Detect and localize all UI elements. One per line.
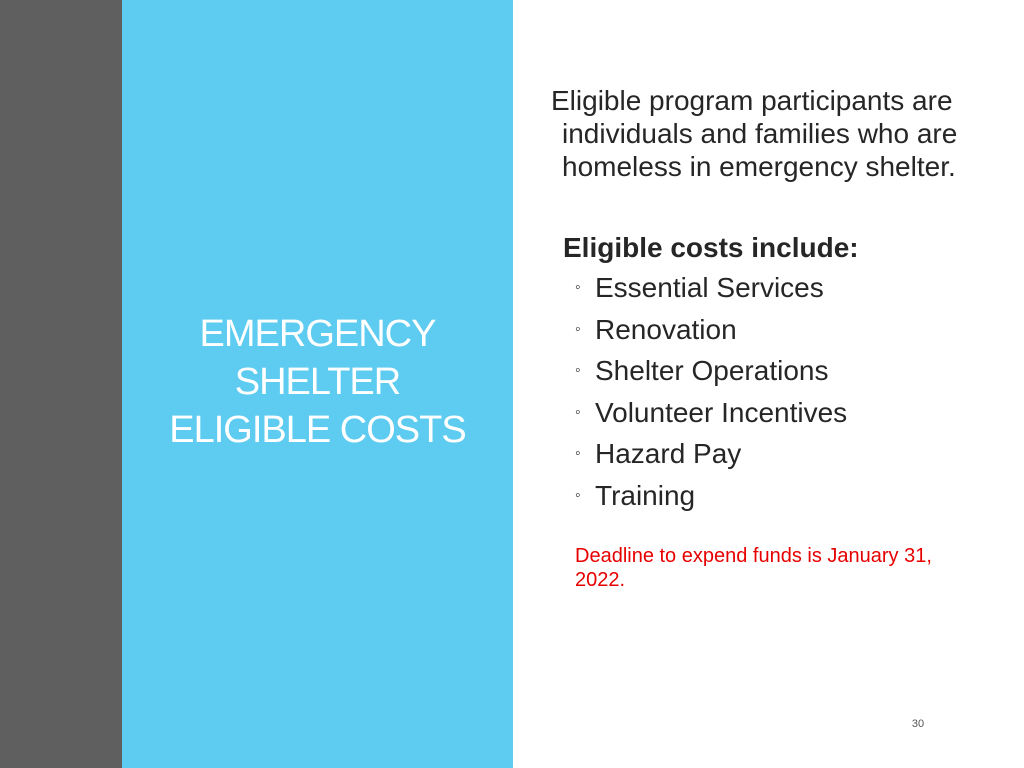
bullet-icon: ◦ <box>575 486 581 504</box>
list-item <box>575 350 991 392</box>
slide-title-line: EMERGENCY <box>199 313 436 355</box>
bullet-icon: ◦ <box>575 279 581 296</box>
slide-content <box>551 84 991 592</box>
eligible-costs-heading: Eligible costs include: <box>563 232 859 263</box>
bullet-icon: ◦ <box>575 445 581 462</box>
list-item <box>575 475 991 517</box>
slide-title-line: SHELTER <box>234 361 401 403</box>
slide-title-line: ELIGIBLE COSTS <box>169 409 466 451</box>
bullet-icon: ◦ <box>575 362 581 379</box>
list-item <box>575 392 991 434</box>
title-panel <box>122 0 513 768</box>
deadline-notice: Deadline to expend funds is January 31, 2022. <box>575 545 932 591</box>
bullet-icon: ◦ <box>575 403 581 421</box>
bullet-icon: ◦ <box>575 320 581 338</box>
list-item-label: Training <box>595 479 696 511</box>
intro-paragraph: Eligible program participants are individuals and families who are homeless in emergency shelter. <box>551 85 958 182</box>
slide-title <box>142 310 493 454</box>
list-item-label: Volunteer Incentives <box>595 396 848 428</box>
list-item-label: Hazard Pay <box>595 438 742 469</box>
list-item <box>575 267 991 309</box>
list-item <box>575 433 991 475</box>
list-item-label: Essential Services <box>595 272 824 303</box>
list-item <box>575 309 991 351</box>
list-item-label: Shelter Operations <box>595 355 829 386</box>
page-number: 30 <box>911 718 925 730</box>
eligible-costs-list <box>575 267 991 516</box>
left-gray-bar <box>0 0 122 768</box>
list-item-label: Renovation <box>595 313 737 345</box>
